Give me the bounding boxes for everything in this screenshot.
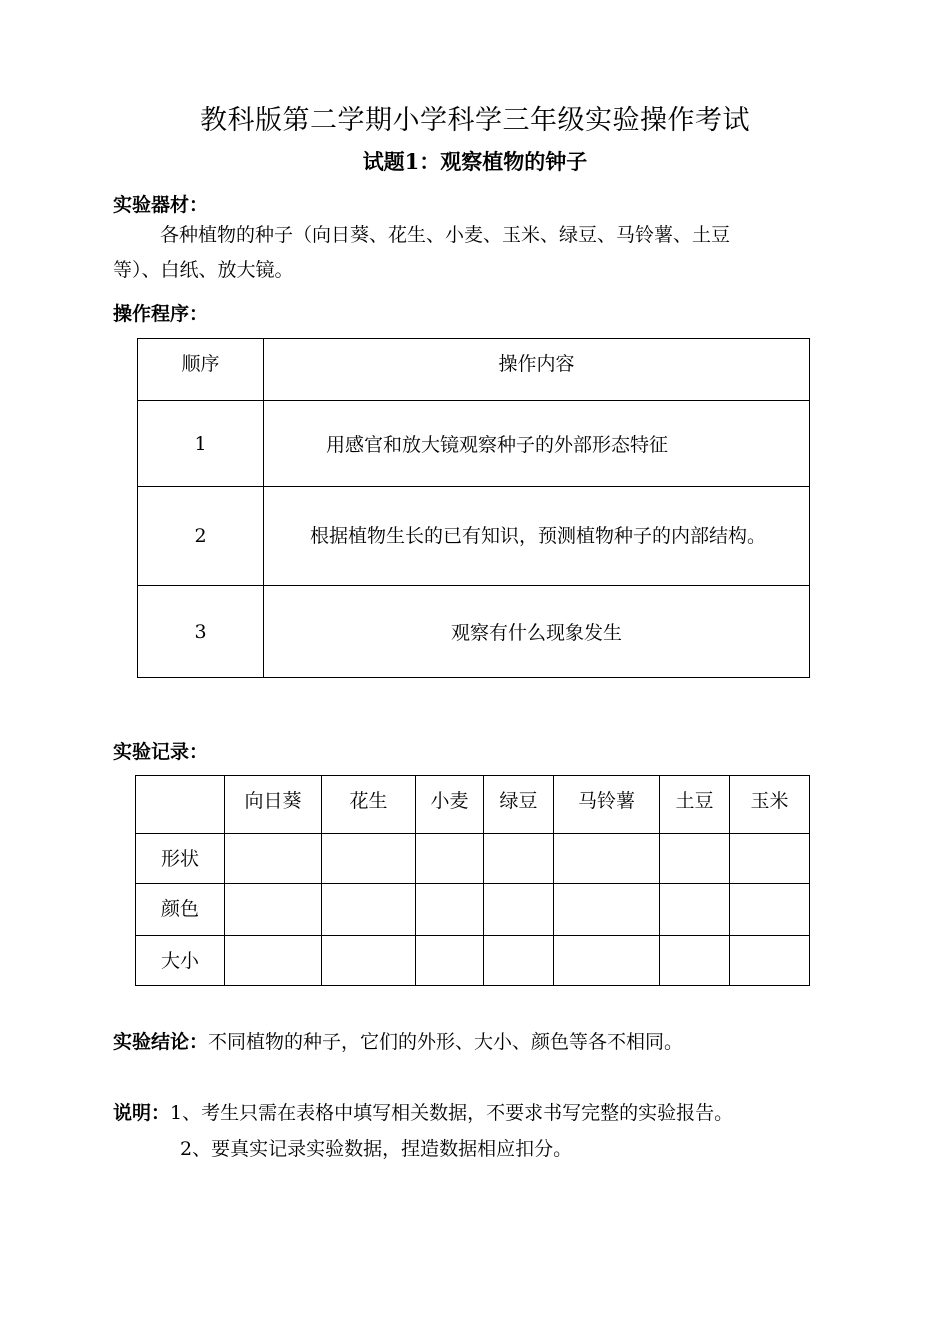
- materials-label: 实验器材：: [113, 194, 209, 216]
- record-col-header: 花生: [322, 776, 416, 834]
- table-header-row: [138, 339, 810, 401]
- notes-label: 说明：: [113, 1102, 171, 1124]
- table-row: [138, 586, 810, 678]
- table-row: [138, 401, 810, 487]
- record-cell[interactable]: [416, 936, 484, 986]
- record-cell[interactable]: [660, 834, 730, 884]
- record-row-label: 颜色: [136, 884, 225, 936]
- materials-line-2: 等）、白纸、放大镜。: [113, 259, 294, 281]
- record-cell[interactable]: [484, 936, 554, 986]
- record-col-header: 马铃薯: [554, 776, 660, 834]
- conclusion-label: 实验结论：: [113, 1031, 209, 1053]
- record-label: 实验记录：: [113, 741, 209, 763]
- conclusion: [113, 1027, 683, 1054]
- record-col-header: 小麦: [416, 776, 484, 834]
- record-col-header: 绿豆: [484, 776, 554, 834]
- record-cell[interactable]: [730, 834, 810, 884]
- record-col-header: 土豆: [660, 776, 730, 834]
- record-corner-cell: [136, 776, 225, 834]
- record-cell[interactable]: [416, 884, 484, 936]
- record-row-label: 大小: [136, 936, 225, 986]
- procedure-label: 操作程序：: [113, 303, 209, 325]
- header-content: 操作内容: [264, 339, 810, 401]
- record-cell[interactable]: [660, 884, 730, 936]
- step-content: 用感官和放大镜观察种子的外部形态特征: [264, 401, 810, 487]
- materials-line-1: 各种植物的种子（向日葵、花生、小麦、玉米、绿豆、马铃薯、土豆: [160, 224, 731, 246]
- record-cell[interactable]: [484, 884, 554, 936]
- record-col-header: 向日葵: [225, 776, 322, 834]
- record-col-header: 玉米: [730, 776, 810, 834]
- record-cell[interactable]: [730, 884, 810, 936]
- notes-line-1: [113, 1098, 733, 1125]
- record-cell[interactable]: [554, 834, 660, 884]
- record-cell[interactable]: [322, 936, 416, 986]
- step-number: 1: [138, 401, 264, 487]
- record-cell[interactable]: [730, 936, 810, 986]
- record-cell[interactable]: [225, 936, 322, 986]
- step-number: 2: [138, 487, 264, 586]
- step-content: [264, 487, 810, 586]
- procedure-table: [137, 338, 810, 678]
- record-cell[interactable]: [484, 834, 554, 884]
- record-cell[interactable]: [554, 936, 660, 986]
- header-order: 顺序: [138, 339, 264, 401]
- record-cell[interactable]: [322, 834, 416, 884]
- conclusion-text: 不同植物的种子，它们的外形、大小、颜色等各不相同。: [208, 1031, 684, 1053]
- record-cell[interactable]: [225, 884, 322, 936]
- note-item: 2、要真实记录实验数据，捏造数据相应扣分。: [180, 1138, 573, 1160]
- record-header-row: [136, 776, 810, 834]
- table-row: [136, 834, 810, 884]
- step-content-text: 根据植物生长的已有知识，预测植物种子的内部结构。: [310, 525, 767, 547]
- page-title: 教科版第二学期小学科学三年级实验操作考试: [200, 105, 750, 136]
- record-cell[interactable]: [225, 834, 322, 884]
- table-row: [136, 884, 810, 936]
- record-table: [135, 775, 810, 986]
- note-item: 1、考生只需在表格中填写相关数据，不要求书写完整的实验报告。: [170, 1102, 734, 1124]
- record-cell[interactable]: [660, 936, 730, 986]
- step-number: 3: [138, 586, 264, 678]
- table-row: [138, 487, 810, 586]
- question-title: 试题1：观察植物的钟子: [362, 149, 588, 174]
- record-cell[interactable]: [554, 884, 660, 936]
- step-content: 观察有什么现象发生: [264, 586, 810, 678]
- record-row-label: 形状: [136, 834, 225, 884]
- record-cell[interactable]: [416, 834, 484, 884]
- record-cell[interactable]: [322, 884, 416, 936]
- table-row: [136, 936, 810, 986]
